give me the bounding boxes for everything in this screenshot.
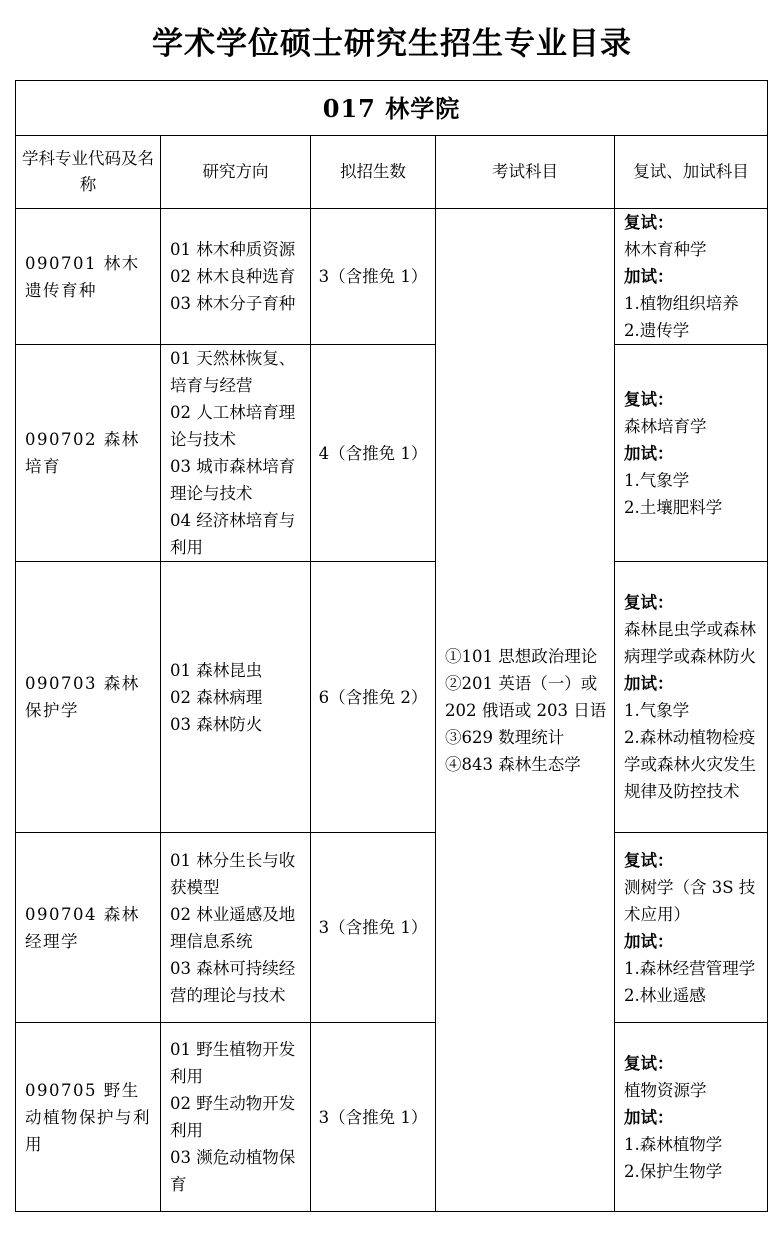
retest-subjects <box>615 562 768 833</box>
enrollment-quota: 3（含推免 1） <box>311 209 436 345</box>
direction-item: 02 森林病理 <box>170 687 263 707</box>
extra-item: 2.保护生物学 <box>624 1161 723 1181</box>
college-name: 017 林学院 <box>16 81 768 136</box>
enrollment-quota: 4（含推免 1） <box>311 345 436 562</box>
retest-item: 测树学（含 3S 技术应用） <box>624 877 756 924</box>
retest-label: 复试： <box>624 850 674 870</box>
exam-subject: ①101 思想政治理论 <box>445 646 598 666</box>
research-directions <box>161 1023 311 1212</box>
extra-label: 加试： <box>624 443 674 463</box>
retest-label: 复试： <box>624 1053 674 1073</box>
direction-item: 02 林木良种选育 <box>170 267 296 286</box>
exam-subjects <box>436 209 615 1212</box>
header-row <box>16 136 768 209</box>
retest-item: 森林昆虫学或森林病理学或森林防火 <box>624 620 756 666</box>
direction-item: 01 林木种质资源 <box>170 240 296 259</box>
retest-label: 复试： <box>624 389 674 409</box>
table-row <box>16 345 768 562</box>
enrollment-quota: 3（含推免 1） <box>311 833 436 1023</box>
retest-label: 复试： <box>624 593 674 612</box>
research-directions <box>161 833 311 1023</box>
retest-subjects <box>615 833 768 1023</box>
research-directions <box>161 209 311 345</box>
retest-subjects <box>615 1023 768 1212</box>
table-row <box>16 1023 768 1212</box>
table-row <box>16 209 768 345</box>
header-retest: 复试、加试科目 <box>615 136 768 209</box>
table-row <box>16 562 768 833</box>
research-directions <box>161 345 311 562</box>
retest-item: 森林培育学 <box>624 416 707 436</box>
direction-item: 02 野生动物开发利用 <box>170 1094 296 1140</box>
major-code-name: 090704 森林经理学 <box>16 833 161 1023</box>
major-code-name: 090703 森林保护学 <box>16 562 161 833</box>
direction-item: 03 森林可持续经营的理论与技术 <box>170 958 296 1005</box>
extra-item: 2.林业遥感 <box>624 985 706 1005</box>
direction-item: 02 人工林培育理论与技术 <box>170 403 296 449</box>
header-code-name: 学科专业代码及名称 <box>16 136 161 209</box>
extra-item: 2.土壤肥料学 <box>624 497 723 517</box>
page-title: 学术学位硕士研究生招生专业目录 <box>152 26 632 62</box>
direction-item: 03 濒危动植物保育 <box>170 1148 296 1194</box>
retest-item: 植物资源学 <box>624 1080 707 1100</box>
extra-item: 2.森林动植物检疫学或森林火灾发生规律及防控技术 <box>624 728 756 801</box>
direction-item: 01 森林昆虫 <box>170 660 263 680</box>
direction-item: 04 经济林培育与利用 <box>170 511 296 557</box>
direction-item: 02 林业遥感及地理信息系统 <box>170 904 296 951</box>
retest-subjects <box>615 345 768 562</box>
catalog-table <box>15 80 768 1212</box>
enrollment-quota: 6（含推免 2） <box>311 562 436 833</box>
table-row <box>16 833 768 1023</box>
header-direction: 研究方向 <box>161 136 311 209</box>
extra-item: 2.遗传学 <box>624 321 690 340</box>
extra-item: 1.植物组织培养 <box>624 294 739 313</box>
direction-item: 01 野生植物开发利用 <box>170 1040 296 1086</box>
header-quota: 拟招生数 <box>311 136 436 209</box>
direction-item: 01 天然林恢复、培育与经营 <box>170 349 296 395</box>
extra-label: 加试： <box>624 931 674 951</box>
direction-item: 03 森林防火 <box>170 714 263 734</box>
extra-label: 加试： <box>624 674 674 693</box>
extra-item: 1.森林植物学 <box>624 1134 723 1154</box>
direction-item: 03 城市森林培育理论与技术 <box>170 457 296 503</box>
major-code-name: 090702 森林培育 <box>16 345 161 562</box>
retest-label: 复试： <box>624 213 674 232</box>
extra-label: 加试： <box>624 1107 674 1127</box>
retest-subjects <box>615 209 768 345</box>
direction-item: 01 林分生长与收获模型 <box>170 850 296 897</box>
research-directions <box>161 562 311 833</box>
exam-subject: ②201 英语（一）或202 俄语或 203 日语 <box>445 673 607 720</box>
extra-item: 1.森林经营管理学 <box>624 958 756 978</box>
college-row <box>16 81 768 136</box>
enrollment-quota: 3（含推免 1） <box>311 1023 436 1212</box>
direction-item: 03 林木分子育种 <box>170 294 296 313</box>
retest-item: 林木育种学 <box>624 240 707 259</box>
exam-subject: ③629 数理统计 <box>445 727 565 747</box>
extra-item: 1.气象学 <box>624 470 690 490</box>
extra-item: 1.气象学 <box>624 701 690 720</box>
major-code-name: 090705 野生动植物保护与利用 <box>16 1023 161 1212</box>
exam-subject: ④843 森林生态学 <box>445 754 581 774</box>
major-code-name: 090701 林木遗传育种 <box>16 209 161 345</box>
extra-label: 加试： <box>624 267 674 286</box>
header-exam: 考试科目 <box>436 136 615 209</box>
